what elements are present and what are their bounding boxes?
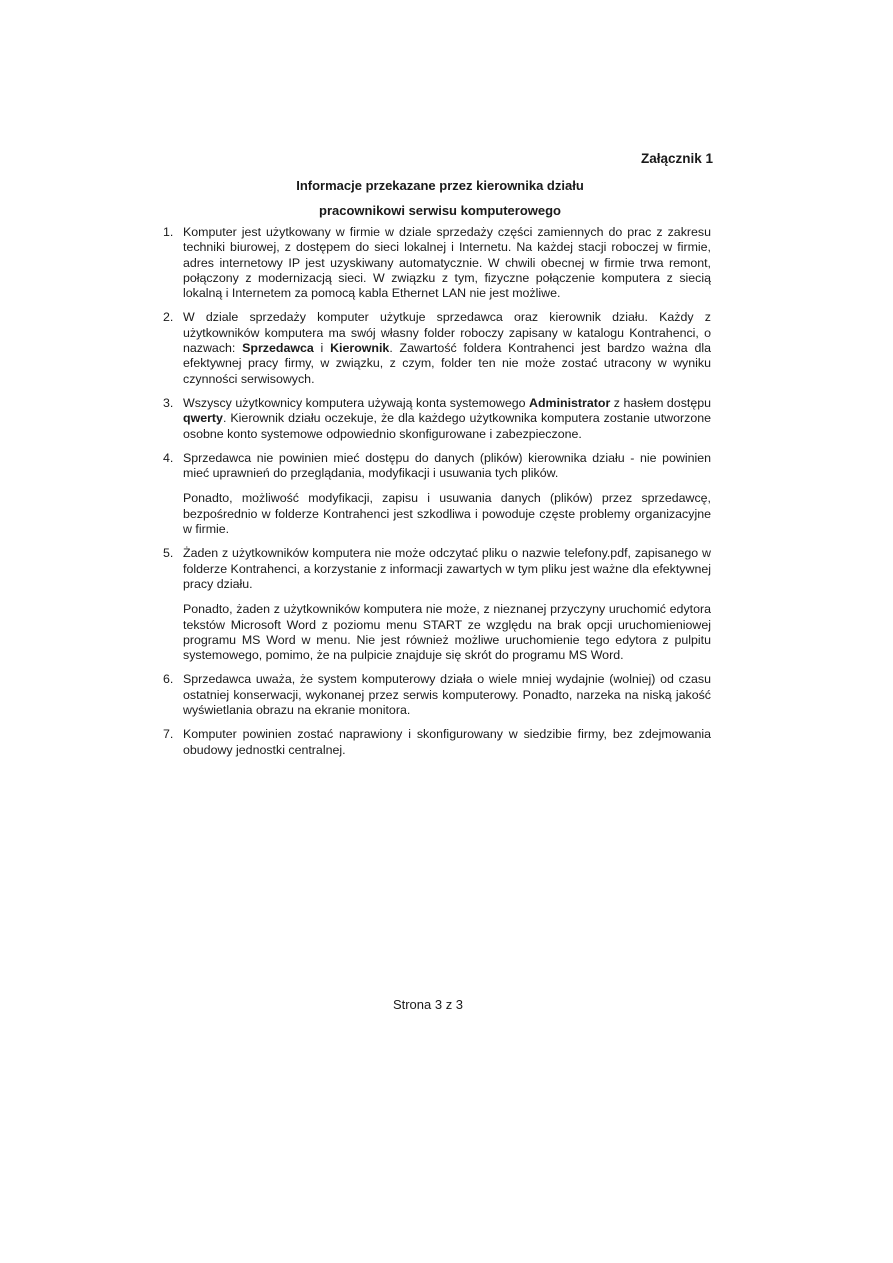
text-segment: W dziale sprzedaży komputer użytkuje sprzedawca oraz kierownik działu. Każdy z użytkowników komputera ma swój własny folder roboczy zapisany w katalogu Kontrahenci, o nazwach: [183,310,711,356]
item-number: 6. [163,672,174,687]
item-paragraph: Sprzedawca uważa, że system komputerowy działa o wiele mniej wydajnie (wolniej) od czasu ostatniej konserwacji, wykonanej przez serwis komputerowy. Ponadto, narzeka na niską jakość wyświetlania obrazu na ekranie monitora. [183,672,711,718]
list-item-7 [163,727,711,758]
document-title-line-1: Informacje przekazane przez kierownika działu [296,178,584,193]
text-segment: z hasłem dostępu [610,395,712,410]
text-segment: . Zawartość foldera Kontrahenci jest bardzo ważna dla efektywnej pracy firmy, w związku, z czym, folder ten nie może zostać utracony w wyniku czynności serwisowych. [183,341,711,386]
list-item-1 [163,225,711,301]
bold-term-sprzedawca: Sprzedawca [242,341,314,356]
item-number: 7. [163,727,174,742]
item-paragraph [183,310,711,386]
bold-term-administrator: Administrator [529,395,611,410]
text-segment: i [313,341,331,356]
item-paragraph-2: Ponadto, żaden z użytkowników komputera nie może, z nieznanej przyczyny uruchomić edytora tekstów Microsoft Word z poziomu menu START ze względu na brak opcji uruchomieniowej programu MS Word w menu. Nie jest również możliwe uruchomienie tego edytora z pulpitu systemowego, pomimo, że na pulpicie znajduje się skrót do programu MS Word. [183,602,711,663]
text-segment: Wszyscy użytkownicy komputera używają konta systemowego [183,395,530,410]
list-item-4 [163,451,711,537]
item-number: 1. [163,225,174,239]
list-item-3 [163,396,711,442]
item-number: 4. [163,450,174,465]
list-item-5 [163,546,711,663]
annex-label: Załącznik 1 [640,151,713,166]
item-number: 5. [163,546,174,561]
item-paragraph-2: Ponadto, możliwość modyfikacji, zapisu i usuwania danych (plików) przez sprzedawcę, bezpośrednio w folderze Kontrahenci jest szkodliwa i powoduje częste problemy organizacyjne w firmie. [183,491,711,537]
item-paragraph: Żaden z użytkowników komputera nie może odczytać pliku o nazwie telefony.pdf, zapisanego w folderze Kontrahenci, a korzystanie z informacji zawartych w tym pliku jest ważne dla efektywnej pracy działu. [183,546,711,591]
item-number: 2. [163,310,174,325]
list-item-6 [163,672,711,718]
item-number: 3. [163,395,174,410]
document-title-line-2: pracownikowi serwisu komputerowego [319,203,561,218]
text-segment: . Kierownik działu oczekuje, że dla każdego użytkownika komputera zostanie utworzone osobne konto systemowe odpowiednio skonfigurowane i zabezpieczone. [183,411,711,441]
bold-term-password: qwerty [183,411,223,426]
item-paragraph [183,396,711,442]
requirements-list [163,225,711,767]
item-paragraph: Komputer powinien zostać naprawiony i skonfigurowany w siedzibie firmy, bez zdejmowania obudowy jednostki centralnej. [183,727,711,757]
bold-term-kierownik: Kierownik [330,341,390,356]
item-paragraph: Komputer jest użytkowany w firmie w dziale sprzedaży części zamiennych do prac z zakresu techniki biurowej, z dostępem do sieci lokalnej i Internetu. Na każdej stacji roboczej w firmie, adres internetowy IP jest uzyskiwany automatycznie. W chwili obecnej w firmie trwa remont, połączony z modernizacją sieci. W związku z tym, fizyczne połączenie komputera z siecią lokalną i Internetem za pomocą kabla Ethernet LAN nie jest możliwe. [183,225,711,301]
item-paragraph: Sprzedawca nie powinien mieć dostępu do danych (plików) kierownika działu - nie powinien mieć uprawnień do przeglądania, modyfikacji i usuwania tych plików. [183,450,711,481]
list-item-2 [163,310,711,386]
page-footer: Strona 3 z 3 [392,997,464,1012]
